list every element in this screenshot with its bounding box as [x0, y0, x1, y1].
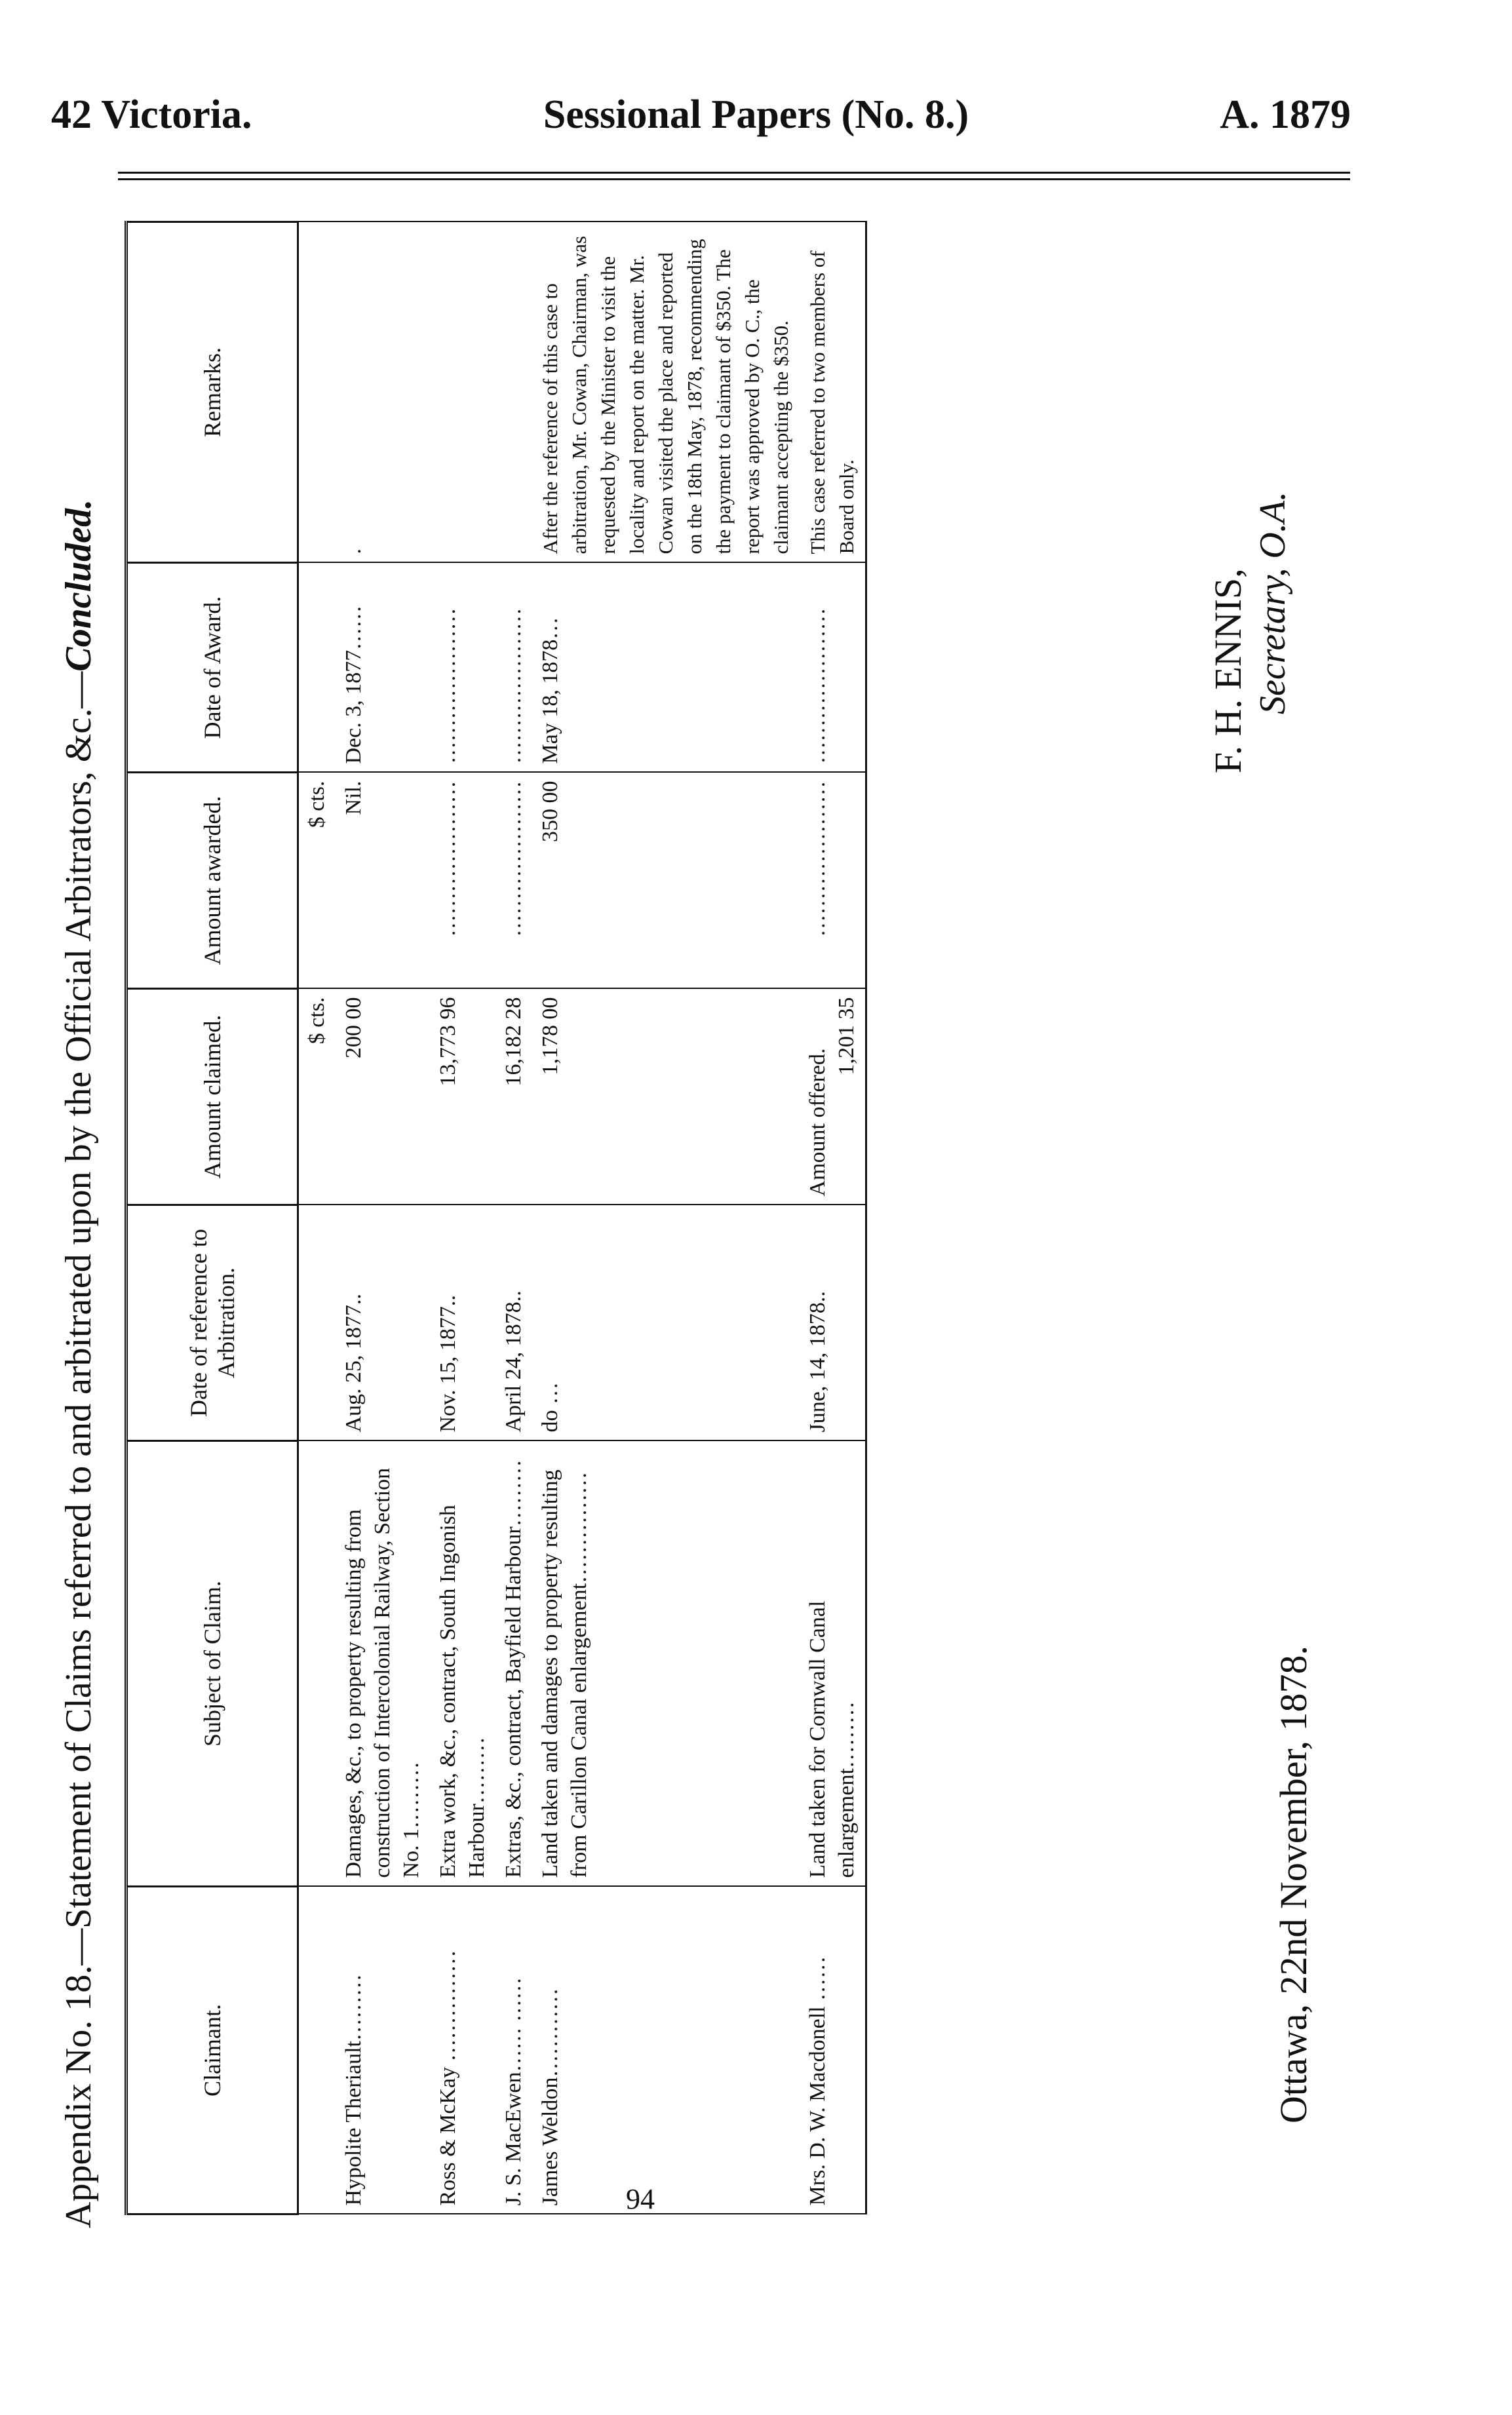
cell-claimed: 1,178 00 — [532, 989, 800, 1205]
cell-remarks: . — [336, 222, 430, 563]
cell-date-reference: April 24, 1878.. — [495, 1205, 532, 1441]
col-amount-claimed: Amount claimed. — [126, 989, 298, 1205]
cell-date-reference: Nov. 15, 1877.. — [430, 1205, 495, 1441]
signature-name: F. H. ENNIS, — [1207, 568, 1249, 773]
cell-claimed-value: 1,201 35 — [834, 997, 859, 1075]
cell-claimant: J. S. MacEwen…… …… — [495, 1887, 532, 2214]
col-subject: Subject of Claim. — [126, 1441, 298, 1887]
signature-title: Secretary, O.A. — [1252, 491, 1293, 714]
cell-remarks — [430, 222, 495, 563]
units-row — [298, 222, 336, 2214]
cell-claimed: 13,773 96 — [430, 989, 495, 1205]
cell-awarded: ………………… — [495, 773, 532, 989]
page-number: 94 — [626, 2183, 655, 2215]
cell-remarks — [495, 222, 532, 563]
place-and-date: Ottawa, 22nd November, 1878. — [1272, 1646, 1315, 2123]
table-row — [495, 222, 532, 2214]
col-date-award: Date of Award. — [126, 563, 298, 773]
cell-date-award: Dec. 3, 1877…… — [336, 563, 430, 773]
cell-awarded: Nil. — [336, 773, 430, 989]
cell-subject: Land taken and damages to property resulting from Carillon Canal enlargement…………… — [532, 1441, 800, 1887]
appendix-title — [39, 210, 118, 2241]
cell-awarded: ………………… — [430, 773, 495, 989]
table-header-row — [126, 222, 298, 2214]
header-volume: 42 Victoria. — [51, 92, 252, 137]
cell-remarks: After the reference of this case to arbitration, Mr. Cowan, Chairman, was requested by the Minister to visit the locality and report on the matter. Mr. Cowan visited the place and reported on the 18th May, 1878, recommending the payment to claimant of $350. The report was approved by O. C., the claimant accepting the $350. — [532, 222, 800, 563]
unit-awarded: $ cts. — [298, 773, 336, 989]
table-row — [430, 222, 495, 2214]
appendix-title-main: Appendix No. 18.—Statement of Claims referred to and arbitrated upon by the Official Arbitrators, &c.— — [58, 671, 99, 2228]
cell-date-award: May 18, 1878… — [532, 563, 800, 773]
cell-date-award: ………………… — [495, 563, 532, 773]
unit-claimed: $ cts. — [298, 989, 336, 1205]
header-sessional-papers: Sessional Papers (No. 8.) — [543, 92, 969, 137]
col-date-reference: Date of reference to Arbitration. — [126, 1205, 298, 1441]
col-claimant: Claimant. — [126, 1887, 298, 2214]
cell-subject: Damages, &c., to property resulting from construction of Intercolonial Railway, Section No. 1……… — [336, 1441, 430, 1887]
cell-date-reference: June, 14, 1878.. — [800, 1205, 866, 1441]
col-amount-awarded: Amount awarded. — [126, 773, 298, 989]
table-row — [336, 222, 430, 2214]
table-row — [800, 222, 866, 2214]
running-header — [0, 92, 1512, 164]
cell-claimed: 200 00 — [336, 989, 430, 1205]
cell-date-award: ………………… — [430, 563, 495, 773]
cell-date-award: ………………… — [800, 563, 866, 773]
table-row — [532, 222, 800, 2214]
cell-claimed: 16,182 28 — [495, 989, 532, 1205]
header-year: A. 1879 — [1220, 92, 1351, 137]
rotated-table-page — [39, 210, 1350, 2241]
cell-claimed-label: Amount offered. — [805, 1048, 830, 1197]
header-rule-top — [118, 172, 1350, 174]
col-remarks: Remarks. — [126, 222, 298, 563]
cell-awarded: ………………… — [800, 773, 866, 989]
cell-claimant: Mrs. D. W. Macdonell …… — [800, 1887, 866, 2214]
cell-claimant: Ross & McKay …………… — [430, 1887, 495, 2214]
cell-subject: Extras, &c., contract, Bayfield Harbour……… — [495, 1441, 532, 1887]
cell-subject: Land taken for Cornwall Canal enlargement……… — [800, 1441, 866, 1887]
header-rule-bottom — [118, 178, 1350, 180]
appendix-title-concluded: Concluded. — [58, 499, 99, 672]
cell-awarded: 350 00 — [532, 773, 800, 989]
cell-claimant: James Weldon………… — [532, 1887, 800, 2214]
cell-claimant: Hypolite Theriault……… — [336, 1887, 430, 2214]
cell-claimed — [800, 989, 866, 1205]
cell-subject: Extra work, &c., contract, South Ingonish Harbour……… — [430, 1441, 495, 1887]
cell-date-reference: do … — [532, 1205, 800, 1441]
cell-date-reference: Aug. 25, 1877.. — [336, 1205, 430, 1441]
cell-remarks: This case referred to two members of Board only. — [800, 222, 866, 563]
claims-table — [125, 221, 867, 2215]
